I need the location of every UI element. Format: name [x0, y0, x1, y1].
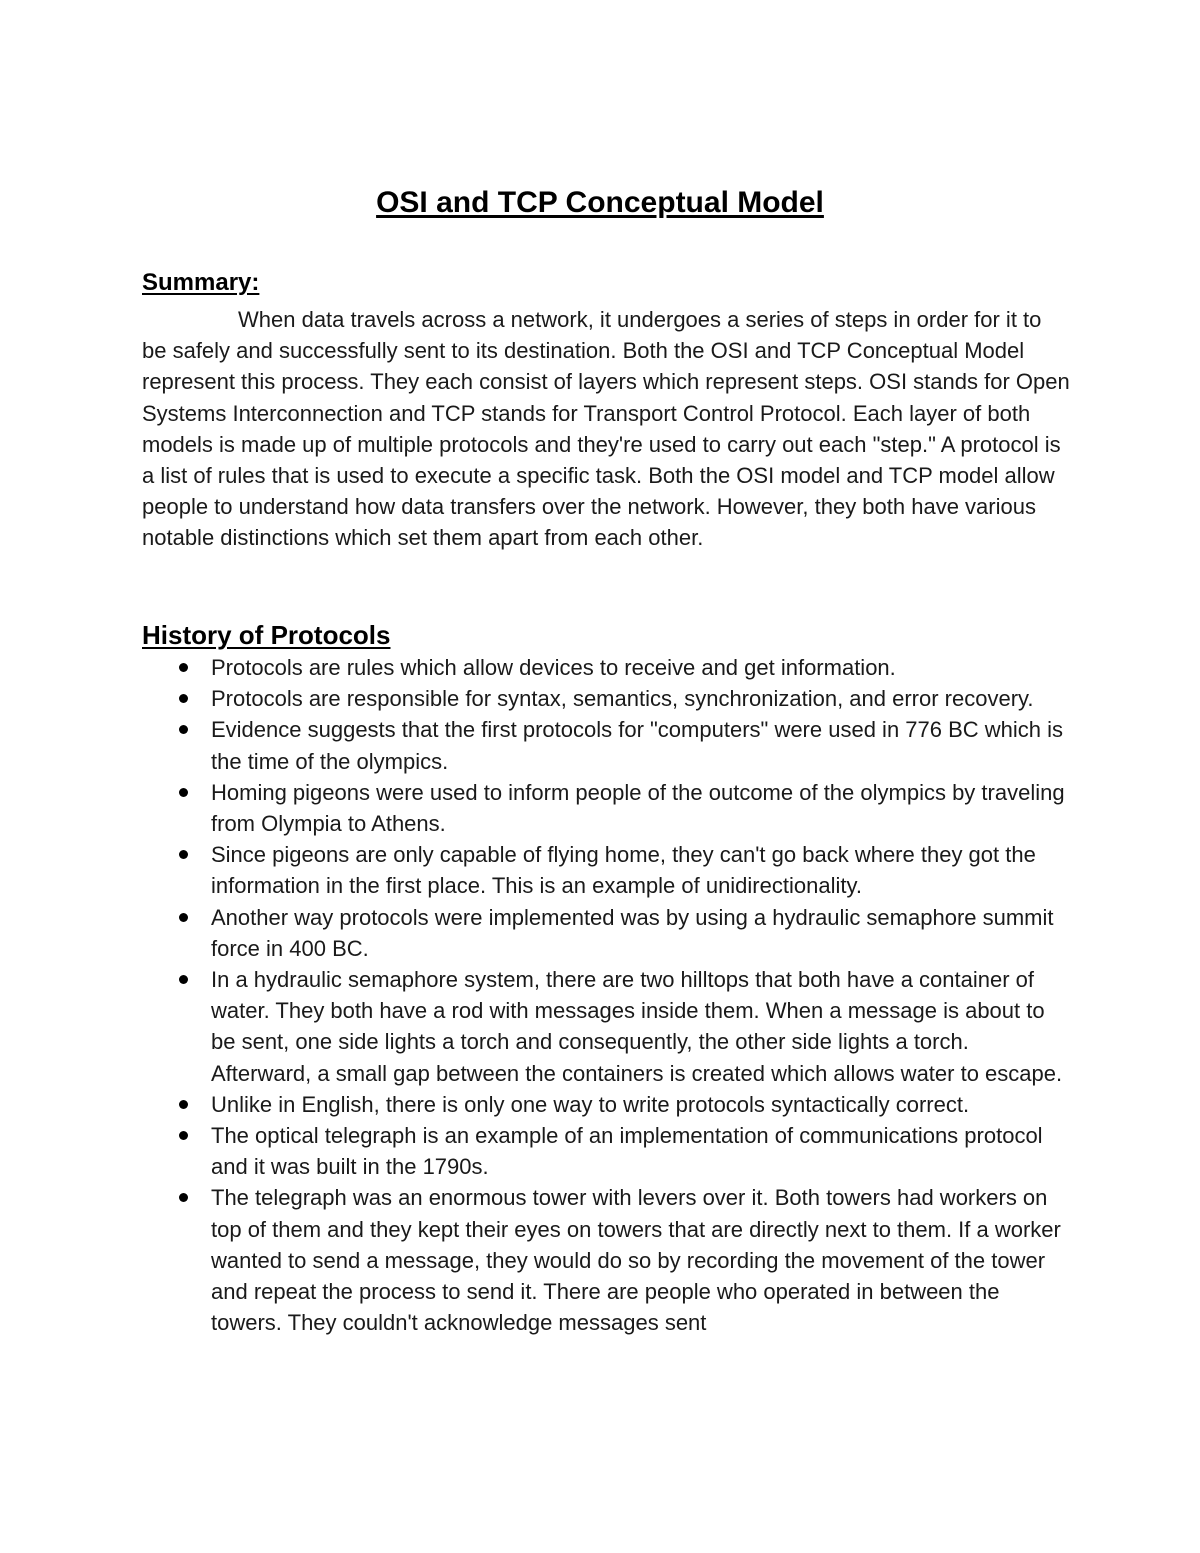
bullet-icon	[179, 663, 188, 672]
bullet-icon	[179, 788, 188, 797]
list-item	[142, 683, 1070, 714]
list-item	[142, 777, 1070, 839]
list-item-text: In a hydraulic semaphore system, there are two hilltops that both have a container of water. They both have a rod with messages inside them. When a message is about to be sent, one side lights a torch and consequently, the other side lights a torch. Afterward, a small gap between the containers is created which allows water to escape.	[211, 967, 1063, 1086]
bullet-icon	[179, 1131, 188, 1140]
list-item	[142, 1089, 1070, 1120]
list-item	[142, 902, 1070, 964]
list-item	[142, 652, 1070, 683]
list-item	[142, 964, 1070, 1089]
list-item-text: Unlike in English, there is only one way to write protocols syntactically correct.	[211, 1091, 970, 1117]
list-item	[142, 1182, 1070, 1338]
summary-heading: Summary:	[142, 269, 260, 296]
list-item	[142, 839, 1070, 901]
list-item-text: The optical telegraph is an example of an implementation of communications protocol and it was built in the 1790s.	[211, 1123, 1043, 1180]
list-item-text: Homing pigeons were used to inform people of the outcome of the olympics by traveling from Olympia to Athens.	[211, 779, 1065, 837]
list-item-text: Evidence suggests that the first protocols for "computers" were used in 776 BC which is the time of the olympics.	[211, 717, 1064, 774]
list-item-text: Protocols are responsible for syntax, semantics, synchronization, and error recovery.	[211, 686, 1034, 712]
document-title: OSI and TCP Conceptual Model	[376, 186, 824, 219]
history-bullet-list	[142, 652, 1070, 1338]
summary-paragraph: When data travels across a network, it undergoes a series of steps in order for it to be safely and successfully sent to its destination. Both the OSI and TCP Conceptual Model represent this process. They each consist of layers which represent steps. OSI stands for Open Systems Interconnection and TCP stands for Transport Control Protocol. Each layer of both models is made up of multiple protocols and they're used to carry out each "step." A protocol is a list of rules that is used to execute a specific task. Both the OSI model and TCP model allow people to understand how data transfers over the network. However, they both have various notable distinctions which set them apart from each other.	[142, 307, 1070, 551]
list-item	[142, 1120, 1070, 1182]
list-item-text: Another way protocols were implemented was by using a hydraulic semaphore summit force in 400 BC.	[211, 904, 1054, 961]
bullet-icon	[179, 694, 188, 703]
list-item-text: Protocols are rules which allow devices to receive and get information.	[211, 655, 896, 680]
bullet-icon	[179, 1193, 188, 1202]
bullet-icon	[179, 1100, 188, 1109]
history-heading: History of Protocols	[142, 620, 391, 650]
bullet-icon	[179, 975, 188, 984]
list-item-text: Since pigeons are only capable of flying home, they can't go back where they got the information in the first place. This is an example of unidirectionality.	[211, 842, 1036, 899]
list-item-text: The telegraph was an enormous tower with levers over it. Both towers had workers on top of them and they kept their eyes on towers that are directly next to them. If a worker wanted to send a message, they would do so by recording the movement of the tower and repeat the process to send it. There are people who operated in between the towers. They couldn't acknowledge messages sent	[211, 1185, 1061, 1336]
bullet-icon	[179, 725, 188, 734]
bullet-icon	[179, 850, 188, 859]
bullet-icon	[179, 913, 188, 922]
list-item	[142, 714, 1070, 776]
